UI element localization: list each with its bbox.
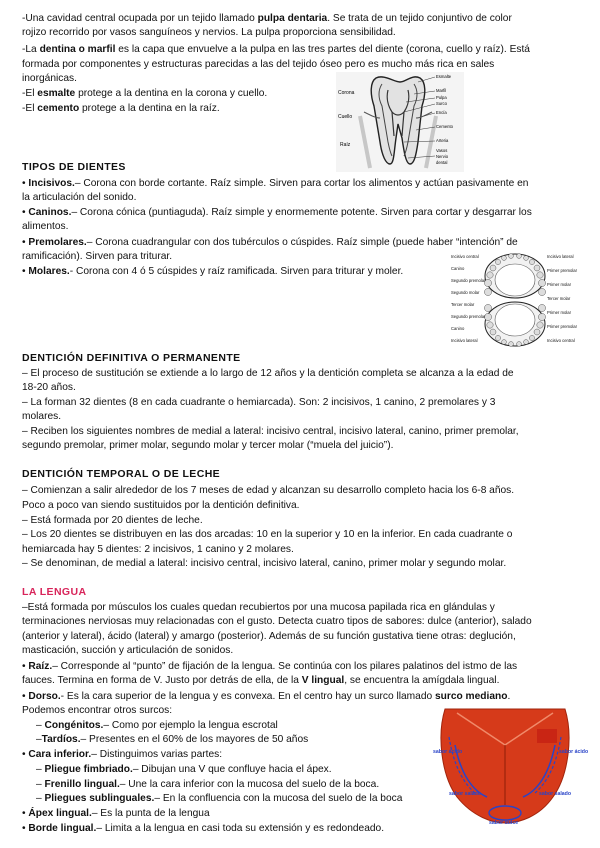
arch-label-left: Incisivo lateral	[451, 338, 478, 343]
arch-label-right: Primer premolar	[547, 324, 578, 329]
tooth-label-right: Encía	[436, 110, 447, 115]
intro-line: -El cemento protege a la dentina en la raíz.	[22, 103, 220, 114]
tongue-taste-map-figure	[427, 705, 589, 827]
arch-label-left: Canino	[451, 326, 465, 331]
lengua-intro-line: terminaciones nerviosas muy relacionadas con el gusto. Detecta cuatro tipos de sabores: dulce (anterior), salado	[22, 616, 532, 627]
section-heading-definitiva: DENTICIÓN DEFINITIVA O PERMANENTE	[22, 352, 241, 364]
arch-label-left: Incisivo central	[451, 254, 479, 259]
lengua-apex: • Ápex lingual.– Es la punta de la lengua	[22, 808, 210, 819]
definitiva-line: molares.	[22, 411, 62, 422]
temporal-line: hemiarcada hay 5 dientes: 2 incisivos, 1 canino y 2 molares.	[22, 544, 294, 555]
temporal-line: – Se denominan, de medial a lateral: incisivo central, incisivo lateral, canino, primer molar y segundo molar.	[22, 558, 507, 569]
lengua-subitem: – Pliegues sublinguales.– En la confluencia con la mucosa del suelo de la boca	[36, 793, 403, 804]
dental-arch-figure	[451, 250, 580, 350]
tipos-item: • Caninos.– Corona cónica (puntiaguda). Raíz simple y enormemente potente. Sirven para cortar y desgarrar los	[22, 207, 532, 218]
tooth-label-right: Arteria	[436, 138, 449, 143]
lengua-dorso-cont: Podemos encontrar otros surcos:	[22, 705, 173, 716]
tongue-label: sabor ácido	[559, 749, 589, 755]
tooth-label-right: Marfil	[436, 88, 447, 93]
section-heading-lengua: LA LENGUA	[22, 586, 87, 598]
tipos-item-cont: alimentos.	[22, 221, 69, 232]
arch-label-right: Primer molar	[547, 310, 571, 315]
lengua-borde: • Borde lingual.– Limita a la lengua en casi toda su extensión y es redondeado.	[22, 823, 385, 834]
tipos-item-cont: la articulación del sonido.	[22, 192, 137, 203]
lengua-intro-line: (anterior y lateral), ácido (lateral) y amargo (posterior). Además de su función gustativa tiene otras: deglución,	[22, 631, 516, 642]
temporal-line: – Comienzan a salir alrededor de los 7 meses de edad y alcanzan su desarrollo completo hacia los 6-8 años.	[22, 485, 515, 496]
tipos-item: • Premolares.– Corona cuadrangular con dos tubérculos o cúspides. Raíz simple (puede haber “intención” de	[22, 237, 518, 248]
arch-label-left: Canino	[451, 266, 465, 271]
lengua-raiz: • Raíz.– Corresponde al “punto” de fijación de la lengua. Se continúa con los pilares palatinos del istmo de las	[22, 661, 518, 672]
tipos-item: • Molares.- Corona con 4 ó 5 cúspides y raíz ramificada. Sirven para triturar y moler.	[22, 266, 404, 277]
tipos-item-cont: ramificación). Sirven para triturar.	[22, 251, 173, 262]
tipos-item: • Incisivos.– Corona con borde cortante. Raíz simple. Sirven para cortar los alimentos y actúan pasivamente en	[22, 178, 529, 189]
arch-label-left: Segundo premolar	[451, 314, 486, 319]
arch-label-left: Segundo premolar	[451, 278, 486, 283]
definitiva-line: 18-20 años.	[22, 382, 76, 393]
tooth-cross-section-figure	[336, 72, 464, 172]
section-heading-temporal: DENTICIÓN TEMPORAL O DE LECHE	[22, 468, 221, 480]
tongue-label: sabor salado	[449, 791, 482, 797]
lengua-subitem: –Tardíos.– Presentes en el 60% de los mayores de 50 años	[36, 734, 309, 745]
tooth-label-right: Surco	[436, 101, 447, 106]
lengua-subitem: – Frenillo lingual.– Une la cara inferior con la mucosa del suelo de la boca.	[36, 779, 380, 790]
definitiva-line: segundo premolar, primer molar, segundo molar y tercer molar (“muela del juicio”).	[22, 440, 394, 451]
definitiva-line: – Reciben los siguientes nombres de medial a lateral: incisivo central, incisivo lateral, canino, primer premolar,	[22, 426, 519, 437]
arch-label-right: Tercer molar	[547, 296, 571, 301]
lengua-intro-line: –Está formada por músculos los cuales quedan recubiertos por una mucosa papilada rica en glándulas y	[22, 602, 495, 613]
arch-label-left: Segundo molar	[451, 290, 480, 295]
intro-line: rojizo recorrido por vasos sanguíneos y nervios. La pulpa proporciona sensibilidad.	[22, 27, 396, 38]
lengua-intro-line: masticación, succión y articulación de sonidos.	[22, 645, 234, 656]
lengua-raiz-cont: fauces. Termina en forma de V. Justo por detrás de ella, de la V lingual, se encuentra la amígdala lingual.	[22, 675, 500, 686]
arch-label-right: Primer molar	[547, 282, 571, 287]
temporal-line: Poco a poco van siendo sustituidos por la dentición definitiva.	[22, 500, 300, 511]
tongue-label: sabor dulce	[489, 820, 519, 826]
tooth-label-right: Esmalte	[436, 74, 452, 79]
intro-line: -La dentina o marfil es la capa que envuelve a la pulpa en las tres partes del diente (corona, cuello y raíz). Está	[22, 44, 530, 55]
tooth-label-right: dental	[436, 160, 448, 165]
tongue-label: sabor ácido	[433, 749, 463, 755]
arch-label-right: Primer premolar	[547, 268, 578, 273]
temporal-line: – Está formada por 20 dientes de leche.	[22, 515, 203, 526]
temporal-line: – Los 20 dientes se distribuyen en las dos arcadas: 10 en la superior y 10 en la inferior. En cada cuadrante o	[22, 529, 513, 540]
tooth-label-left: Raíz	[340, 142, 351, 148]
intro-line: inorgánicas.	[22, 73, 77, 84]
arch-label-left: Tercer molar	[451, 302, 475, 307]
tongue-label: sabor salado	[539, 791, 572, 797]
intro-line: -El esmalte protege a la dentina en la corona y cuello.	[22, 88, 268, 99]
tooth-label-left: Corona	[338, 90, 355, 96]
intro-line: formada por componentes y estructuras parecidas a las del tejido óseo pero es mucho más rica en sales	[22, 59, 495, 70]
tooth-label-right: Pulpa	[436, 95, 447, 100]
definitiva-line: – El proceso de sustitución se extiende a lo largo de 12 años y la dentición completa se alcanza a la edad de	[22, 368, 514, 379]
lengua-dorso: • Dorso.- Es la cara superior de la lengua y es convexa. En el centro hay un surco llamado surco mediano.	[22, 691, 511, 702]
section-heading-tipos: TIPOS DE DIENTES	[22, 161, 126, 173]
tooth-label-right: Vasos	[436, 148, 448, 153]
tooth-label-left: Cuello	[338, 114, 353, 120]
lengua-subitem: – Congénitos.– Como por ejemplo la lengua escrotal	[36, 720, 278, 731]
tooth-label-right: Nervio	[436, 154, 449, 159]
tooth-label-right: Cemento	[436, 124, 453, 129]
lengua-subitem: – Pliegue fimbriado.– Dibujan una V que confluye hacia el ápex.	[36, 764, 332, 775]
lengua-inferior: • Cara inferior.– Distinguimos varias partes:	[22, 749, 223, 760]
definitiva-line: – La forman 32 dientes (8 en cada cuadrante o hemiarcada). Son: 2 incisivos, 1 canino, 2 premolares y 3	[22, 397, 496, 408]
arch-label-right: Incisivo central	[547, 338, 575, 343]
arch-label-right: Incisivo lateral	[547, 254, 574, 259]
intro-line: -Una cavidad central ocupada por un tejido llamado pulpa dentaria. Se trata de un tejido conjuntivo de color	[22, 13, 512, 24]
